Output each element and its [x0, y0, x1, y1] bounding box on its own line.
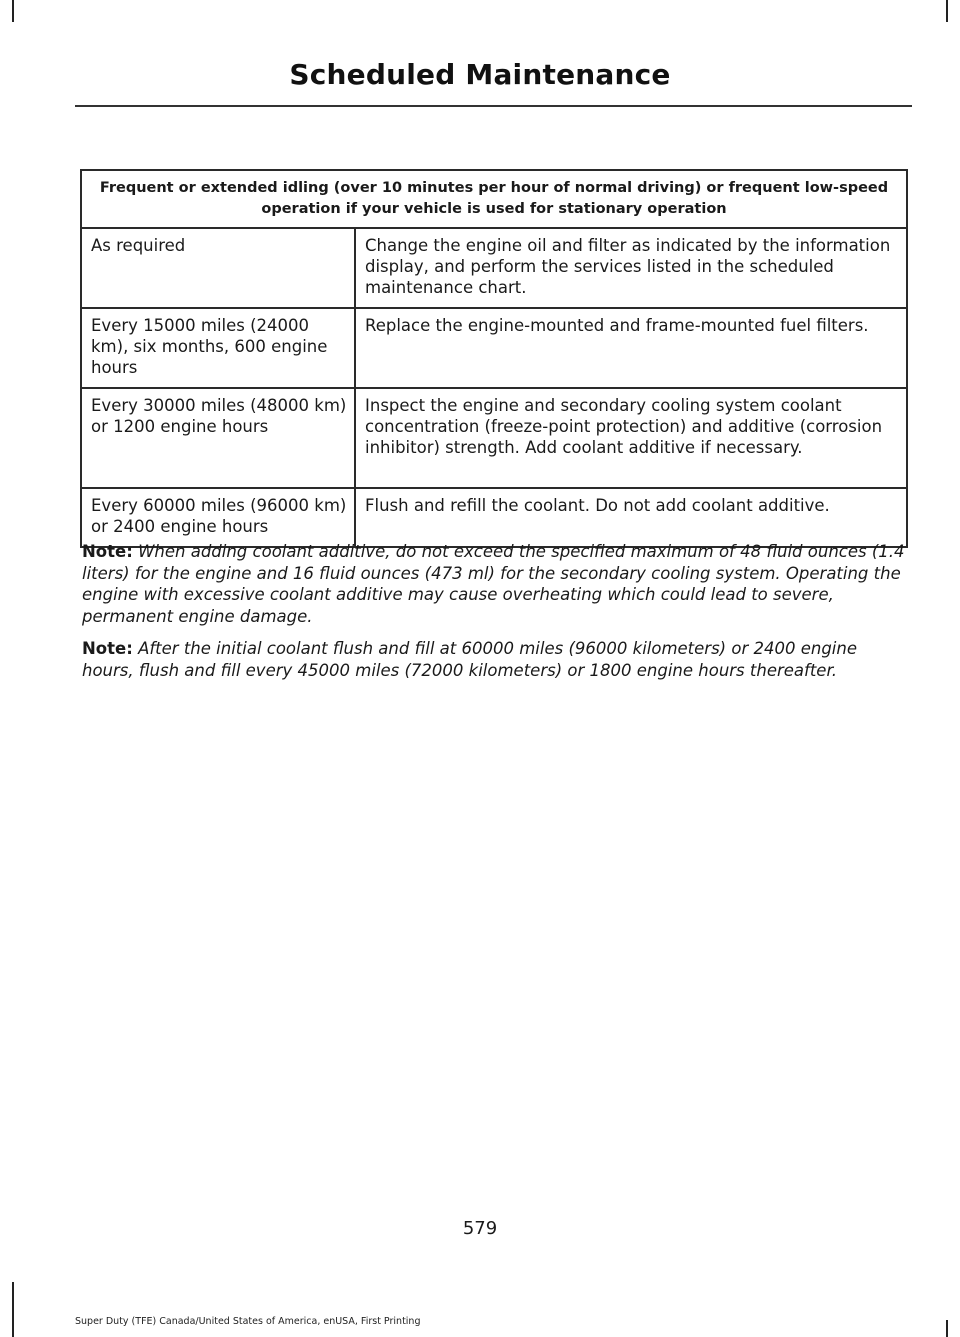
note-label: Note: — [82, 639, 133, 658]
publication-footer: Super Duty (TFE) Canada/United States of America, enUSA, First Printing — [75, 1316, 421, 1327]
note-text: When adding coolant additive, do not exceed the specified maximum of 48 fluid ounces (1.4 liters) for the engine and 16 fluid ounces (473 ml) for the secondary cooling system. Operating the engine with excessive coolant additive may cause overheating which could lead to severe, permanent engine damage. — [82, 542, 905, 626]
page-title: Scheduled Maintenance — [289, 58, 671, 91]
page-number: 579 — [462, 1218, 498, 1239]
interval-cell: As required — [81, 228, 355, 308]
note-coolant-flush — [82, 638, 908, 681]
table-row — [81, 228, 907, 308]
action-cell: Flush and refill the coolant. Do not add coolant additive. — [355, 488, 907, 547]
note-text: After the initial coolant flush and fill at 60000 miles (96000 kilometers) or 2400 engine hours, flush and fill every 45000 miles (72000 kilometers) or 1800 engine hours thereafter. — [82, 639, 857, 680]
action-cell: Replace the engine-mounted and frame-mounted fuel filters. — [355, 308, 907, 388]
table-header-row — [81, 170, 907, 228]
table-row — [81, 308, 907, 388]
note-label: Note: — [82, 542, 133, 561]
interval-cell: Every 30000 miles (48000 km) or 1200 engine hours — [81, 388, 355, 488]
interval-cell: Every 15000 miles (24000 km), six months, 600 engine hours — [81, 308, 355, 388]
notes-section — [82, 541, 908, 692]
crop-mark-bottom-right — [946, 1320, 948, 1337]
crop-mark-bottom-left — [12, 1282, 14, 1337]
action-cell: Change the engine oil and filter as indicated by the information display, and perform the services listed in the scheduled maintenance chart. — [355, 228, 907, 308]
interval-cell: Every 60000 miles (96000 km) or 2400 engine hours — [81, 488, 355, 547]
crop-mark-top-right — [946, 0, 948, 22]
table-heading: Frequent or extended idling (over 10 minutes per hour of normal driving) or frequent low-speed operation if your vehicle is used for stationary operation — [81, 170, 907, 228]
maintenance-table — [80, 169, 908, 548]
table-row — [81, 388, 907, 488]
note-coolant-additive — [82, 541, 908, 627]
crop-mark-top-left — [12, 0, 14, 22]
table-row — [81, 488, 907, 547]
action-cell: Inspect the engine and secondary cooling system coolant concentration (freeze-point protection) and additive (corrosion inhibitor) strength. Add coolant additive if necessary. — [355, 388, 907, 488]
header-rule — [75, 105, 912, 107]
